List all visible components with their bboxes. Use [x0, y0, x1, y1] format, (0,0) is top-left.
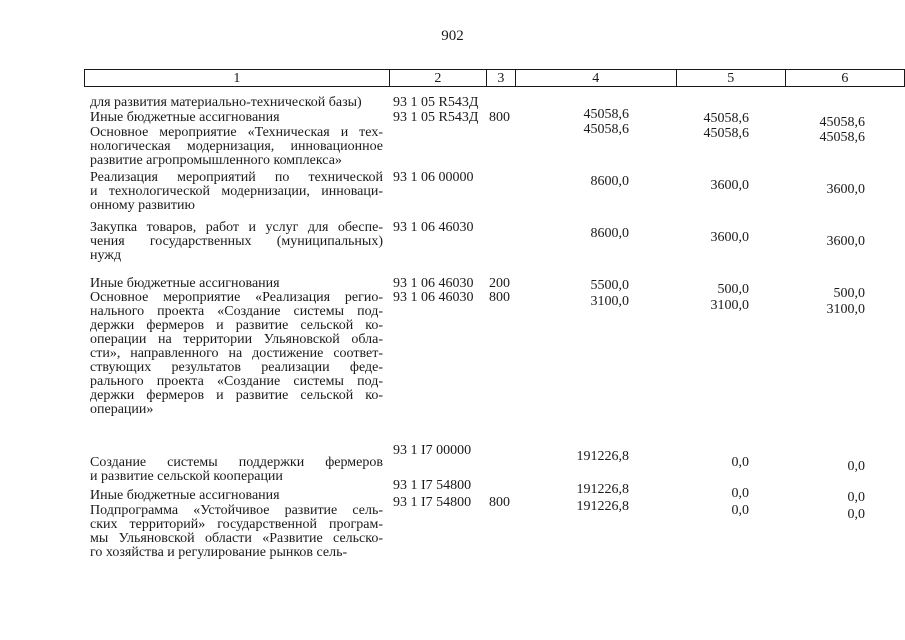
description-line: чения государственных (муниципальных)	[90, 234, 383, 249]
amount-col-6: 500,0	[833, 286, 865, 301]
description-line: рального проекта «Создание системы под-	[90, 374, 383, 389]
amount-col-6: 0,0	[847, 490, 865, 505]
description-line: развитие агропромышленного комплекса»	[90, 153, 342, 168]
amount-col-4: 191226,8	[576, 499, 629, 514]
description-line: операции на территории Ульяновской обла-	[90, 332, 383, 347]
description-line: Иные бюджетные ассигнования	[90, 488, 280, 503]
row-description	[90, 111, 383, 125]
header-col-5: 5	[676, 70, 785, 87]
row-description	[90, 489, 383, 503]
page-number: 902	[441, 28, 464, 44]
description-line: Иные бюджетные ассигнования	[90, 276, 280, 291]
row-description	[90, 171, 383, 213]
description-line: го хозяйства и регулирование рынков сель-	[90, 545, 348, 560]
header-col-2: 2	[389, 70, 486, 87]
description-line: и технологической модернизации, инноваци-	[90, 184, 383, 199]
budget-code: 93 1 I7 54800	[393, 495, 472, 510]
description-line: и развитие сельской кооперации	[90, 469, 283, 484]
description-line: ских территорий» государственной програм-	[90, 517, 383, 532]
description-line: держки фермеров и развитие сельской ко-	[90, 388, 383, 403]
amount-col-6: 3100,0	[826, 302, 865, 317]
expense-type: 800	[489, 110, 510, 125]
amount-col-5: 3100,0	[710, 298, 749, 313]
description-line: сти», направленного на достижение соответ-	[90, 346, 383, 361]
row-description	[90, 277, 383, 291]
description-line: ствующих результатов реализации феде-	[90, 360, 383, 375]
amount-col-5: 0,0	[731, 455, 749, 470]
amount-col-4: 5500,0	[590, 278, 629, 293]
amount-col-6: 45058,6	[819, 130, 865, 145]
description-line: Основное мероприятие «Техническая и тех-	[90, 125, 383, 140]
amount-col-5: 45058,6	[703, 111, 749, 126]
row-description	[90, 221, 383, 263]
amount-col-5: 45058,6	[703, 126, 749, 141]
description-line: Подпрограмма «Устойчивое развитие сель-	[90, 503, 383, 518]
description-line: онному развитию	[90, 198, 195, 213]
expense-type: 800	[489, 290, 510, 305]
description-line: нологическая модернизация, инновационное	[90, 139, 383, 154]
amount-col-4: 8600,0	[590, 226, 629, 241]
description-line: для развития материально-технической базы)	[90, 95, 362, 110]
description-line: Реализация мероприятий по технической	[90, 170, 383, 185]
expense-type: 800	[489, 495, 510, 510]
amount-col-4: 191226,8	[576, 482, 629, 497]
amount-col-5: 3600,0	[710, 178, 749, 193]
amount-col-4: 8600,0	[590, 174, 629, 189]
row-description	[90, 456, 383, 484]
row-description	[90, 126, 383, 168]
description-line: мы Ульяновской области «Развитие сельско-	[90, 531, 383, 546]
row-description	[90, 96, 383, 110]
amount-col-5: 0,0	[731, 503, 749, 518]
table-header	[84, 69, 905, 87]
row-description	[90, 291, 383, 417]
amount-col-5: 0,0	[731, 486, 749, 501]
budget-code: 93 1 06 46030	[393, 220, 474, 235]
budget-code: 93 1 06 46030	[393, 276, 474, 291]
header-col-1: 1	[85, 70, 390, 87]
description-line: держки фермеров и развитие сельской ко-	[90, 318, 383, 333]
amount-col-4: 3100,0	[590, 294, 629, 309]
header-col-4: 4	[515, 70, 676, 87]
amount-col-4: 45058,6	[583, 122, 629, 137]
description-line: операции»	[90, 402, 154, 417]
amount-col-5: 500,0	[717, 282, 749, 297]
budget-code: 93 1 05 R543Д	[393, 95, 479, 110]
description-line: Иные бюджетные ассигнования	[90, 110, 280, 125]
description-line: нужд	[90, 248, 122, 263]
amount-col-6: 0,0	[847, 507, 865, 522]
amount-col-6: 3600,0	[826, 234, 865, 249]
amount-col-4: 191226,8	[576, 449, 629, 464]
budget-code: 93 1 06 46030	[393, 290, 474, 305]
expense-type: 200	[489, 276, 510, 291]
amount-col-6: 45058,6	[819, 115, 865, 130]
header-col-6: 6	[785, 70, 904, 87]
header-col-3: 3	[486, 70, 515, 87]
budget-code: 93 1 I7 00000	[393, 443, 472, 458]
description-line: Основное мероприятие «Реализация регио-	[90, 290, 383, 305]
row-description	[90, 504, 383, 560]
amount-col-5: 3600,0	[710, 230, 749, 245]
budget-code: 93 1 05 R543Д	[393, 110, 479, 125]
description-line: нального проекта «Создание системы под-	[90, 304, 383, 319]
description-line: Закупка товаров, работ и услуг для обеспе-	[90, 220, 383, 235]
amount-col-4: 45058,6	[583, 107, 629, 122]
budget-code: 93 1 06 00000	[393, 170, 474, 185]
amount-col-6: 3600,0	[826, 182, 865, 197]
budget-code: 93 1 I7 54800	[393, 478, 472, 493]
description-line: Создание системы поддержки фермеров	[90, 455, 383, 470]
amount-col-6: 0,0	[847, 459, 865, 474]
